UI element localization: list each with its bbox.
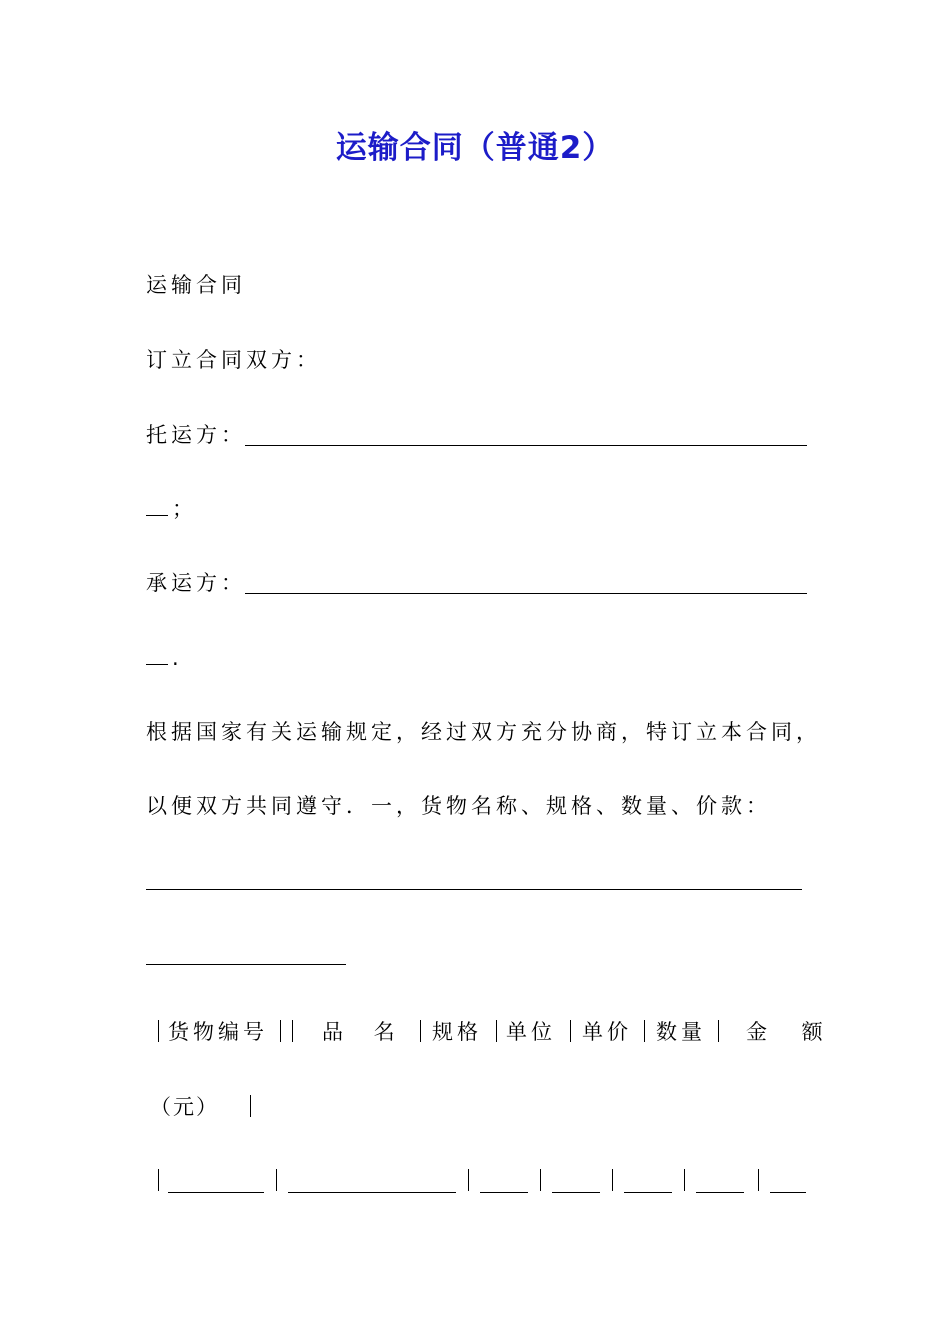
carrier-blank-line [245,593,807,594]
carrier-blank-continuation [146,643,183,673]
header-goods-number: 货物编号 [168,1020,268,1044]
table-divider [644,1020,645,1042]
contract-heading: 运输合同 [146,273,246,297]
header-amount: 金 额 [746,1020,837,1044]
blank-product-name [288,1192,456,1193]
table-divider [758,1169,759,1191]
shipper-end-punct: ； [172,497,197,521]
parties-intro: 订立合同双方： [146,348,321,372]
header-quantity: 数量 [656,1020,706,1044]
goods-blank-line-2 [146,964,346,965]
shipper-blank-continuation [146,494,197,524]
header-spec: 规格 [432,1020,482,1044]
blank-amount [770,1192,806,1193]
blank-goods-number [168,1192,264,1193]
header-unit: 单位 [506,1020,556,1044]
carrier-blank-end [146,644,168,665]
table-divider [250,1095,251,1117]
table-divider [420,1020,421,1042]
table-divider [718,1020,719,1042]
shipper-label: 托运方： [146,423,246,447]
blank-spec [480,1192,528,1193]
table-divider [158,1020,159,1042]
table-header-wrap-row [146,1092,810,1122]
table-divider [496,1020,497,1042]
header-amount-unit: （元） [150,1095,219,1119]
table-header-row [146,1017,837,1047]
shipper-blank-end [146,495,168,516]
table-divider [468,1169,469,1191]
table-divider [276,1169,277,1191]
table-divider [540,1169,541,1191]
shipper-blank-line [245,445,807,446]
table-divider [684,1169,685,1191]
table-divider [612,1169,613,1191]
blank-unit-price [624,1192,672,1193]
table-divider [158,1169,159,1191]
table-data-row [146,1166,810,1196]
header-product-name: 品 名 [322,1020,407,1044]
carrier-label: 承运方： [146,571,246,595]
table-divider [292,1020,293,1042]
header-unit-price: 单价 [582,1020,632,1044]
carrier-end-punct: . [172,646,183,670]
blank-unit [552,1192,600,1193]
paragraph-line-2: 以便双方共同遵守．一，货物名称、规格、数量、价款： [146,794,771,818]
blank-quantity [696,1192,744,1193]
goods-blank-line-1 [146,889,802,890]
table-divider [570,1020,571,1042]
document-title: 运输合同（普通2） [335,130,615,166]
table-divider [280,1020,281,1042]
paragraph-line-1: 根据国家有关运输规定，经过双方充分协商，特订立本合同， [146,720,821,744]
